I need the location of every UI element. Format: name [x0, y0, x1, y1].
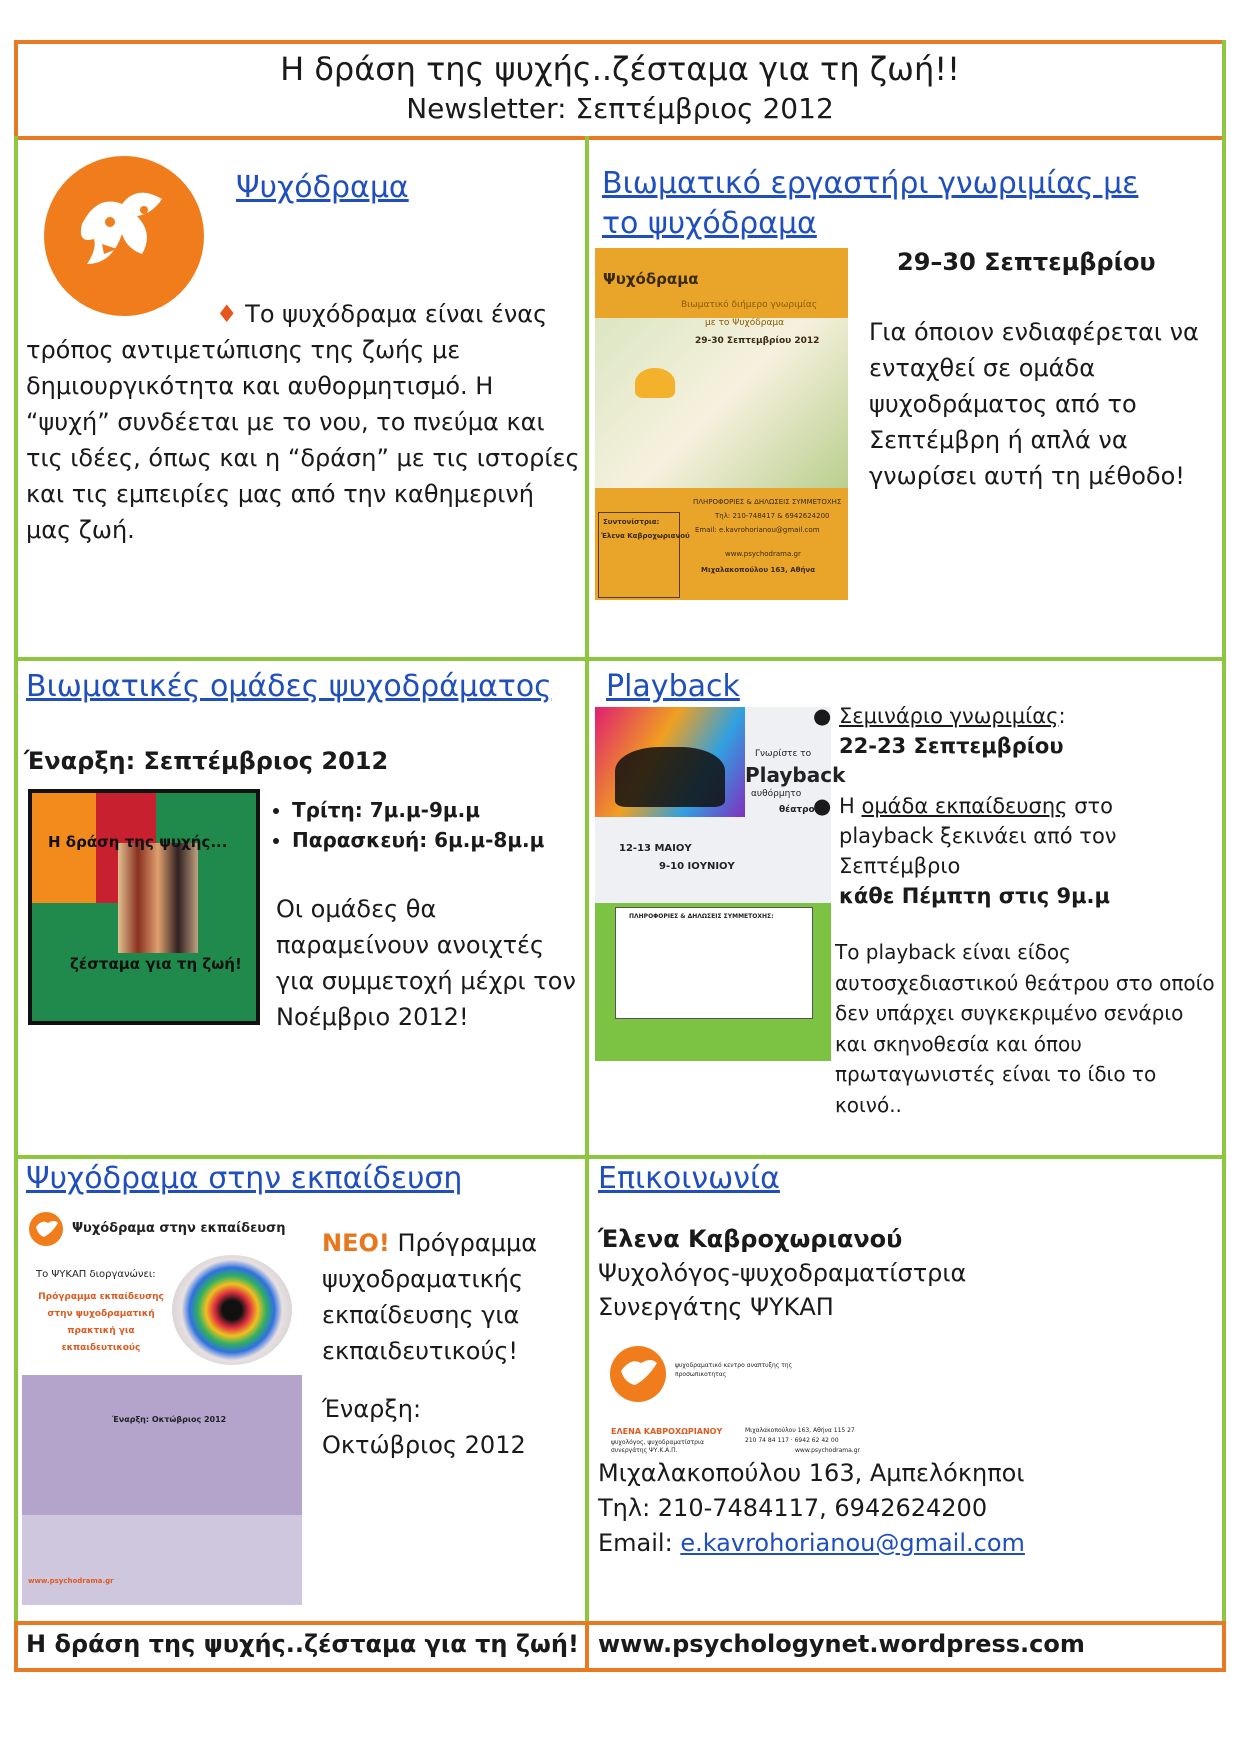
contact-email-label: Email:: [598, 1529, 681, 1557]
workshop-poster-line1: Βιωματικό διήμερο γνωριμίας: [681, 300, 818, 310]
playback-poster-l1: Γνωρίστε το: [755, 749, 812, 759]
education-title-link[interactable]: Ψυχόδραμα στην εκπαίδευση: [26, 1161, 463, 1196]
playback-training: [813, 791, 1199, 911]
frame-left-footer: [14, 1621, 18, 1672]
playback-poster: [595, 707, 846, 1061]
workshop-poster-heading: Ψυχόδραμα: [603, 270, 699, 288]
contact-name: Έλενα Καβροχωριανού: [598, 1225, 903, 1253]
section-education: [18, 1159, 585, 1621]
playback-training-time: κάθε Πέμπτη στις 9μ.μ: [839, 884, 1110, 908]
bullet-icon: ●: [813, 704, 832, 728]
frame-right-footer: [1222, 1621, 1226, 1672]
education-logo-icon: [28, 1211, 64, 1247]
playback-title-link[interactable]: Playback: [606, 669, 740, 704]
contact-title-link[interactable]: Επικοινωνία: [598, 1161, 780, 1196]
business-card: [595, 1337, 895, 1457]
groups-schedule-item: • Τρίτη: 7μ.μ-9μ.μ: [292, 795, 544, 825]
playback-poster-info: ΠΛΗΡΟΦΟΡΙΕΣ & ΔΗΛΩΣΕΙΣ ΣΥΜΜΕΤΟΧΗΣ:: [629, 913, 774, 920]
contact-org: Συνεργάτης ΨΥΚΑΠ: [598, 1293, 834, 1321]
groups-schedule-list: [266, 795, 544, 855]
footer-right-website[interactable]: www.psychologynet.wordpress.com: [598, 1630, 1085, 1658]
education-poster-prog: Πρόγραμμα εκπαίδευσης στην ψυχοδραματική πρακτική για εκπαιδευτικούς: [38, 1292, 164, 1353]
playback-seminar-colon: :: [1058, 704, 1066, 728]
groups-title-link[interactable]: Βιωματικές ομάδες ψυχοδράματος: [26, 669, 552, 704]
workshop-title-link[interactable]: Βιωματικό εργαστήρι γνωριμίας με το ψυχόδραμα: [602, 166, 1139, 241]
butterfly-icon: [635, 368, 675, 398]
diamond-bullet-icon: ♦: [216, 300, 238, 328]
newsletter-subtitle: Newsletter: Σεπτέμβριος 2012: [406, 92, 834, 125]
education-text: Πρόγραμμα ψυχοδραματικής εκπαίδευσης για εκπαιδευτικούς!: [322, 1229, 538, 1365]
workshop-poster-coord: Συντονίστρια:: [603, 518, 660, 526]
card-logo-icon: [609, 1345, 667, 1403]
frame-middle-footer: [585, 1621, 589, 1672]
groups-description: Οι ομάδες θα παραμείνουν ανοιχτές για συμμετοχή μέχρι τον Νοέμβριο 2012!: [276, 895, 576, 1031]
frame-bottom: [14, 1668, 1226, 1672]
groups-image-bottom-text: ζέσταμα για τη ζωή!: [70, 955, 242, 973]
education-poster-web: www.psychodrama.gr: [28, 1577, 114, 1585]
footer-left: Η δράση της ψυχής..ζέσταμα για τη ζωή!: [26, 1630, 579, 1658]
frame-right: [1222, 136, 1226, 1625]
workshop-poster-line2: με το Ψυχόδραμα: [705, 318, 785, 328]
frame-footer-top: [14, 1621, 1226, 1625]
playback-poster-d2: 9-10 ΙΟΥΝΙΟΥ: [659, 861, 735, 872]
workshop-date: 29–30 Σεπτεμβρίου: [897, 248, 1156, 276]
contact-phone: Τηλ: 210-7484117, 6942624200: [598, 1494, 988, 1522]
section-groups: [18, 661, 585, 1155]
header: [18, 48, 1222, 136]
bullet-icon: ●: [813, 794, 832, 818]
card-role: ψυχολόγος, ψυχοδραματίστρια συνεργάτης ΨΥ.Κ.Α.Π.: [611, 1439, 704, 1454]
playback-poster-d1: 12-13 ΜΑΙΟΥ: [619, 843, 692, 854]
workshop-poster-email: Email: e.kavrohorianou@gmail.com: [695, 526, 820, 534]
playback-training-pre: Η: [839, 794, 862, 818]
card-addr: Μιχαλακοπούλου 163, Αθήνα 115 27: [745, 1427, 855, 1434]
section-playback: [589, 661, 1222, 1155]
playback-description: Το playback είναι είδος αυτοσχεδιαστικού θεάτρου στο οποίο δεν υπάρχει συγκεκριμένο σενάριο και σκηνοθεσία και όπου πρωταγωνιστές είναι το ίδιο το κοινό..: [835, 940, 1215, 1117]
education-start: Έναρξη: Οκτώβριος 2012: [322, 1395, 526, 1459]
playback-poster-l4: θέατρο!!: [779, 805, 823, 815]
card-org: ψυχοδραματικό κεντρο αναπτυξης της προσωπικοτητας: [675, 1362, 793, 1378]
contact-email-row: [598, 1529, 1025, 1557]
playback-seminar-date: 22-23 Σεπτεμβρίου: [839, 734, 1064, 758]
newsletter-title: Η δράση της ψυχής..ζέσταμα για τη ζωή!!: [280, 50, 960, 88]
playback-seminar-label: Σεμινάριο γνωριμίας: [839, 704, 1059, 728]
psychodrama-text: Το ψυχόδραμα είναι ένας τρόπος αντιμετώπισης της ζωής με δημιουργικότητα και αυθορμητισμό. Η “ψυχή” συνδέεται με το νου, το πνεύμα και τις ιδέες, όπως και η “δράση” με τις ιστορίες και τις εμπειρίες μας από την καθημερινή μας ζωή.: [26, 300, 580, 544]
workshop-poster-tel: Τηλ: 210-748417 & 6942624200: [715, 512, 830, 520]
education-poster-org: Το ΨΥΚΑΠ διοργανώνει:: [36, 1269, 156, 1280]
frame-right-top: [1222, 40, 1226, 140]
education-new-label: ΝΕΟ!: [322, 1229, 390, 1257]
psychodrama-logo-icon: [42, 154, 206, 318]
groups-schedule-item: • Παρασκευή: 6μ.μ-8μ.μ: [292, 825, 544, 855]
workshop-description: Για όποιον ενδιαφέρεται να ενταχθεί σε ομάδα ψυχοδράματος από το Σεπτέμβρη ή απλά να γνωρίσει αυτή τη μέθοδο!: [869, 318, 1199, 490]
groups-image: [28, 789, 260, 1025]
card-tel: 210 74 84 117 · 6942 62 42 00: [745, 1437, 839, 1444]
education-poster-start: Έναρξη: Οκτώβριος 2012: [112, 1415, 227, 1424]
section-psychodrama: [18, 140, 585, 657]
workshop-poster-line3: 29-30 Σεπτεμβρίου 2012: [695, 336, 820, 346]
psychodrama-description: [26, 296, 582, 548]
playback-poster-l3: αυθόρμητο: [751, 789, 802, 799]
groups-image-top-text: Η δράση της ψυχής...: [48, 833, 228, 851]
card-web: www.psychodrama.gr: [795, 1447, 860, 1454]
education-poster: [22, 1205, 302, 1605]
education-poster-heading: Ψυχόδραμα στην εκπαίδευση: [72, 1221, 286, 1236]
workshop-poster-addr: Μιχαλακοπούλου 163, Αθήνα: [701, 566, 816, 574]
playback-poster-l2: Playback: [745, 763, 846, 787]
eye-icon: [172, 1255, 292, 1365]
psychodrama-title-link[interactable]: Ψυχόδραμα: [236, 170, 409, 205]
workshop-poster-name: Έλενα Καβροχωριανού: [601, 532, 690, 540]
education-description: [322, 1225, 572, 1369]
playback-training-link: ομάδα εκπαίδευσης: [861, 794, 1068, 818]
workshop-poster-info: ΠΛΗΡΟΦΟΡΙΕΣ & ΔΗΛΩΣΕΙΣ ΣΥΜΜΕΤΟΧΗΣ: [693, 498, 842, 506]
contact-role: Ψυχολόγος-ψυχοδραματίστρια: [598, 1259, 967, 1287]
groups-start: Έναρξη: Σεπτέμβριος 2012: [24, 747, 389, 775]
section-workshop: [589, 140, 1222, 657]
contact-address: Μιχαλακοπούλου 163, Αμπελόκηποι: [598, 1459, 1025, 1487]
playback-training-post: στο playback ξεκινάει από τον Σεπτέμβριο: [839, 794, 1117, 878]
section-contact: [589, 1159, 1222, 1621]
dancers-icon: [615, 747, 725, 807]
card-name: ΕΛΕΝΑ ΚΑΒΡΟΧΩΡΙΑΝΟΥ: [611, 1427, 723, 1436]
workshop-poster: [595, 248, 848, 600]
workshop-poster-web: www.psychodrama.gr: [725, 550, 801, 558]
frame-top: [14, 40, 1226, 44]
playback-seminar: [813, 701, 1219, 761]
contact-email-link[interactable]: e.kavrohorianou@gmail.com: [680, 1529, 1025, 1557]
